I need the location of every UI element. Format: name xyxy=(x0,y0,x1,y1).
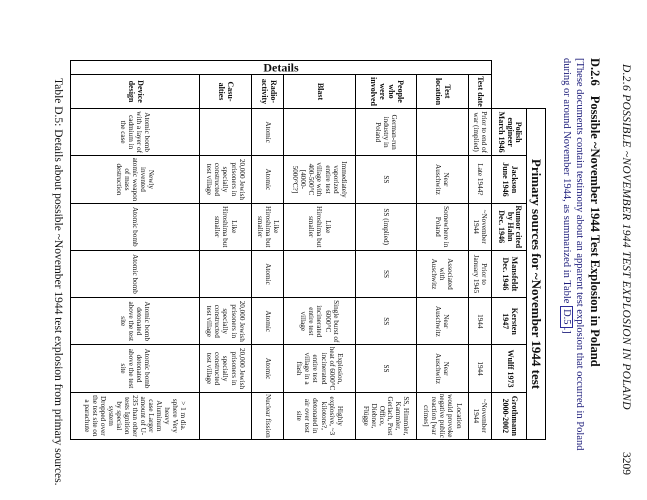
table-row xyxy=(200,61,252,440)
table-cell: Atomic bomb xyxy=(71,250,200,297)
table-cell: Nuclear fission xyxy=(251,392,284,439)
source-header-row xyxy=(491,61,527,440)
table-row xyxy=(416,61,468,440)
table-cell: Atomic xyxy=(251,156,284,203)
table-cell: SS (implied) xyxy=(355,203,416,250)
table-reference-link[interactable]: D.5 xyxy=(560,306,573,327)
intro-line-2-text: during or around November 1944, as summarized in Table xyxy=(561,58,572,304)
table-row xyxy=(355,61,416,440)
section-title: Possible ~November 1944 Test Explosion in Poland xyxy=(588,95,602,367)
table-cell: Explosion, heat of 6000°C incinerated entire test village in a flash xyxy=(284,345,355,392)
table-cell: Atomic bomb detonated above the test site xyxy=(71,345,200,392)
table-row xyxy=(284,61,355,440)
table-cell: 1944 xyxy=(468,298,491,345)
table-cell: Atomic bomb detonated above the test site xyxy=(71,298,200,345)
table-cell: ~November 1944 xyxy=(468,392,491,439)
source-header: Rumor cited by Hahn Dec. 1946 xyxy=(491,203,527,250)
table-cell: Like Hiroshima but smaller xyxy=(200,203,252,250)
table-cell xyxy=(200,109,252,156)
row-header: Radio-activity xyxy=(251,75,284,109)
row-header: Blast xyxy=(284,75,355,109)
details-cell xyxy=(71,61,492,75)
intro-line-2 xyxy=(561,58,572,334)
row-header: Casu-alties xyxy=(200,75,252,109)
table-cell: Late 1944? xyxy=(468,156,491,203)
table-cell: Prior to January 1945 xyxy=(468,250,491,297)
table-caption: Table D.5: Details about possible ~November 1944 test explosion from primary sources. xyxy=(52,78,64,486)
intro-line-2-end: .] xyxy=(561,327,572,334)
table-cell: Like Hiroshima but smaller xyxy=(251,203,284,250)
table-cell: SS xyxy=(355,345,416,392)
table-cell: Atomic bomb with a layer of cadmium in the case xyxy=(71,109,200,156)
table-cell: Atomic xyxy=(251,109,284,156)
row-header: Test location xyxy=(416,75,468,109)
table-cell: 20,000 Jewish prisoners in specially constructed test village xyxy=(200,156,252,203)
table-cell: Atomic xyxy=(251,345,284,392)
table-cell: Near Auschwitz xyxy=(416,156,468,203)
table-title: Primary sources for ~November 1944 test xyxy=(527,109,546,440)
table-cell: Prior to end of war (implied) xyxy=(468,109,491,156)
table-corner xyxy=(491,61,545,109)
source-header: Polish engineer March 1946 xyxy=(491,109,527,156)
source-header: Wulff 1973 xyxy=(491,345,527,392)
table-cell: Location would provoke negative public reaction [war crimes] xyxy=(416,392,468,439)
table-cell: 1944 xyxy=(468,345,491,392)
table-cell: Somewhere in Poland xyxy=(416,203,468,250)
table-cell xyxy=(416,109,468,156)
table-cell: Near Auschwitz xyxy=(416,345,468,392)
table-cell: SS xyxy=(355,250,416,297)
table-cell: SS xyxy=(355,156,416,203)
source-header: Kersten 1947 xyxy=(491,298,527,345)
table-cell: ~November 1944 xyxy=(468,203,491,250)
table-cell xyxy=(284,250,355,297)
table-cell: Atomic bomb xyxy=(71,203,200,250)
table-cell: Single burst of 6000°C incinerated entire test village xyxy=(284,298,355,345)
table-row xyxy=(71,61,200,440)
table-cell: Near Auschwitz xyxy=(416,298,468,345)
table-cell: Immediately vaporized entire test village with 400-500°C [4000-5000°C?] xyxy=(284,156,355,203)
source-header: Mansfeldt Dec. 1946 xyxy=(491,250,527,297)
source-header: Grothmann 2000-2002 xyxy=(491,392,527,439)
primary-sources-table xyxy=(70,60,546,440)
intro-line-1: [These documents contain testimony about an apparent test explosion that occurred in Poland xyxy=(574,58,585,451)
table-cell: 20,000 Jewish prisoners in specially constructed test village xyxy=(200,345,252,392)
table-cell: SS xyxy=(355,298,416,345)
table-body xyxy=(71,61,492,440)
table-cell: SS, Himmler, Kammler, Gerlach, Post Office, Diebner, Flügge xyxy=(355,392,416,439)
table-cell: Atomic xyxy=(251,298,284,345)
table-cell: Atomic xyxy=(251,250,284,297)
table-cell xyxy=(284,109,355,156)
table-row xyxy=(468,61,491,440)
section-number: D.2.6 xyxy=(588,58,602,86)
table-cell: Like Hiroshima but smaller xyxy=(284,203,355,250)
table-cell xyxy=(200,392,252,439)
table-cell: > 1 m dia. sphere Very heavy Aluminum case Larger amount of U-235 than other tests Ignition by special system Dropped over the test site on a parachute xyxy=(71,392,200,439)
page-number: 3209 xyxy=(620,452,632,475)
table-cell: German-run industry in Poland xyxy=(355,109,416,156)
section-heading xyxy=(587,58,602,367)
row-header: People who were involved xyxy=(355,75,416,109)
details-label: Details xyxy=(263,59,299,74)
table-cell: Highly explosive, ~3 kilotons?, detonated in air over test site xyxy=(284,392,355,439)
table-row xyxy=(251,61,284,440)
table-cell: Newly invented atomic weapon of mass destruction xyxy=(71,156,200,203)
source-header: Jackson June 1946 xyxy=(491,156,527,203)
row-header: Test date xyxy=(468,75,491,109)
running-head: D.2.6 POSSIBLE ~NOVEMBER 1944 TEST EXPLOSION IN POLAND xyxy=(620,64,632,410)
table-cell: Associated with Auschwitz xyxy=(416,250,468,297)
table-cell: 20,000 Jewish prisoners in specially constructed test village xyxy=(200,298,252,345)
table-cell xyxy=(200,250,252,297)
row-header: Device design xyxy=(71,75,200,109)
